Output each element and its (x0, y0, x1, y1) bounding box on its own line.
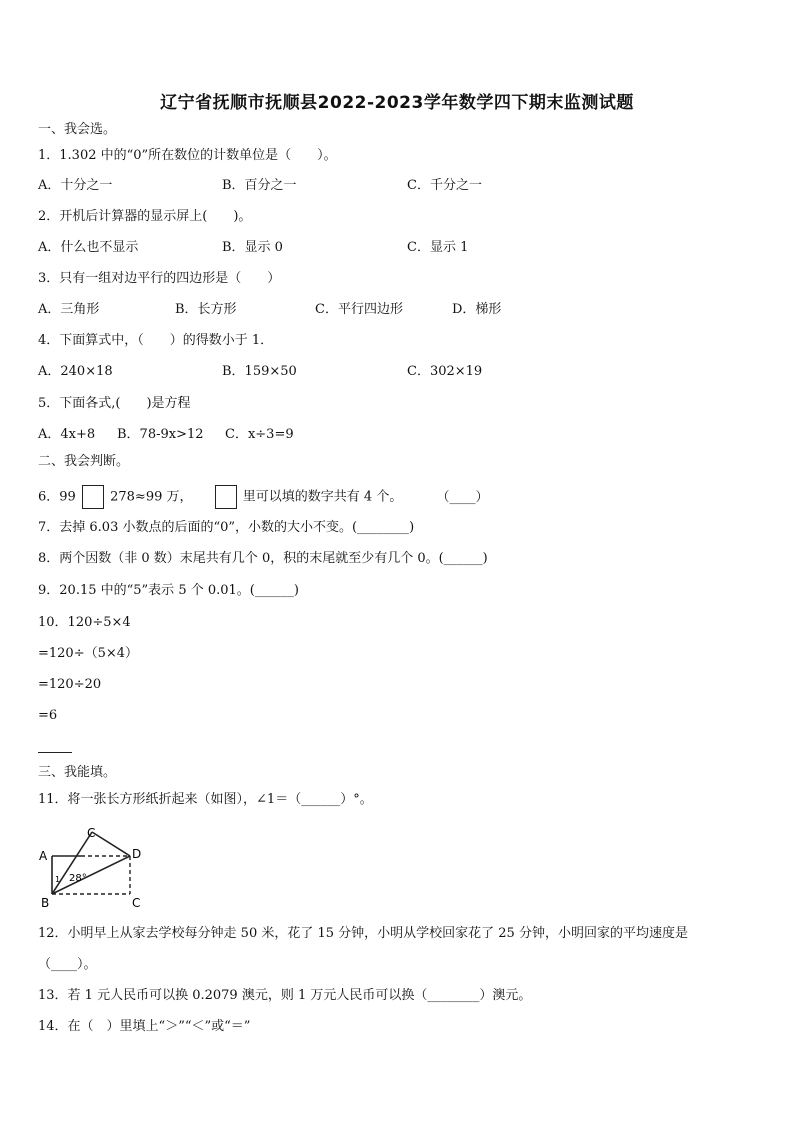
q1-option-b: B．百分之一 (222, 178, 297, 193)
q4-option-b: B．159×50 (222, 364, 297, 379)
q4-option-c: C．302×19 (407, 364, 483, 379)
question-11: 11．将一张长方形纸折起来（如图），∠1＝（______）°。 (38, 792, 373, 807)
q6-answer-blank[interactable]: （____） (436, 489, 489, 505)
q3-option-c: C．平行四边形 (315, 302, 403, 317)
question-6 (38, 485, 488, 509)
q6-answer-box-2[interactable] (215, 485, 237, 509)
q2-option-c: C．显示 1 (407, 240, 469, 255)
q3-option-a: A．三角形 (38, 302, 100, 317)
q3-option-d: D．梯形 (452, 302, 502, 317)
question-12-line-2: （____）。 (38, 957, 97, 972)
question-12-line-1: 12．小明早上从家去学校每分钟走 50 米，花了 15 分钟，小明从学校回家花了 25 分钟，小明回家的平均速度是 (38, 926, 688, 941)
q10-answer-blank[interactable] (38, 752, 72, 753)
question-14: 14．在（ ）里填上“＞”“＜”或“＝” (38, 1019, 251, 1034)
section-heading-fill: 三、我能填。 (38, 765, 117, 780)
q1-option-c: C．千分之一 (407, 178, 482, 193)
fig-label-d: D (132, 847, 142, 861)
fig-label-c-bottom: C (132, 896, 141, 910)
q6-part-3: 里可以填的数字共有 4 个。 (242, 489, 403, 505)
question-8: 8．两个因数（非 0 数）末尾共有几个 0，积的末尾就至少有几个 0。(______) (38, 551, 488, 566)
q2-option-b: B．显示 0 (222, 240, 283, 255)
question-2: 2．开机后计算器的显示屏上( )。 (38, 209, 252, 224)
q1-option-a: A．十分之一 (38, 178, 113, 193)
folded-rectangle-figure (36, 824, 146, 910)
question-10-line-4: =6 (38, 708, 58, 723)
question-10-line-2: =120÷（5×4） (38, 646, 139, 661)
q3-option-b: B．长方形 (175, 302, 237, 317)
question-7: 7．去掉 6.03 小数点的后面的“0”，小数的大小不变。(________) (38, 520, 415, 535)
q2-option-a: A．什么也不显示 (38, 240, 139, 255)
page-title: 辽宁省抚顺市抚顺县2022-2023学年数学四下期末监测试题 (160, 93, 634, 113)
fig-edge-cd-folded (92, 832, 130, 856)
fig-label-c-top: C (87, 826, 96, 840)
q6-answer-box-1[interactable] (82, 485, 104, 509)
q6-part-2: 278≈99 万， (110, 489, 193, 505)
fig-label-a: A (39, 849, 48, 863)
q6-part-1: 6．99 (38, 489, 76, 505)
q5-option-a: A．4x+8 (38, 427, 96, 442)
question-1: 1．1.302 中的“0”所在数位的计数单位是（ ）。 (38, 148, 337, 163)
question-5: 5．下面各式,( )是方程 (38, 396, 191, 411)
q5-option-b: B．78-9x>12 (117, 427, 204, 442)
fig-angle-28-label: 28° (69, 873, 87, 884)
question-9: 9．20.15 中的“5”表示 5 个 0.01。(______) (38, 583, 299, 598)
section-heading-choice: 一、我会选。 (38, 122, 117, 137)
fig-label-b: B (41, 896, 50, 910)
question-10-line-3: =120÷20 (38, 677, 102, 692)
question-13: 13．若 1 元人民币可以换 0.2079 澳元，则 1 万元人民币可以换（________）澳元。 (38, 988, 532, 1003)
question-4: 4．下面算式中，（ ）的得数小于 1． (38, 333, 274, 348)
q5-option-c: C．x÷3=9 (225, 427, 294, 442)
question-10-line-1: 10．120÷5×4 (38, 615, 131, 630)
section-heading-judge: 二、我会判断。 (38, 454, 130, 469)
question-3: 3．只有一组对边平行的四边形是（ ） (38, 271, 281, 286)
q4-option-a: A．240×18 (38, 364, 113, 379)
fig-angle-1-label: 1 (55, 875, 61, 884)
